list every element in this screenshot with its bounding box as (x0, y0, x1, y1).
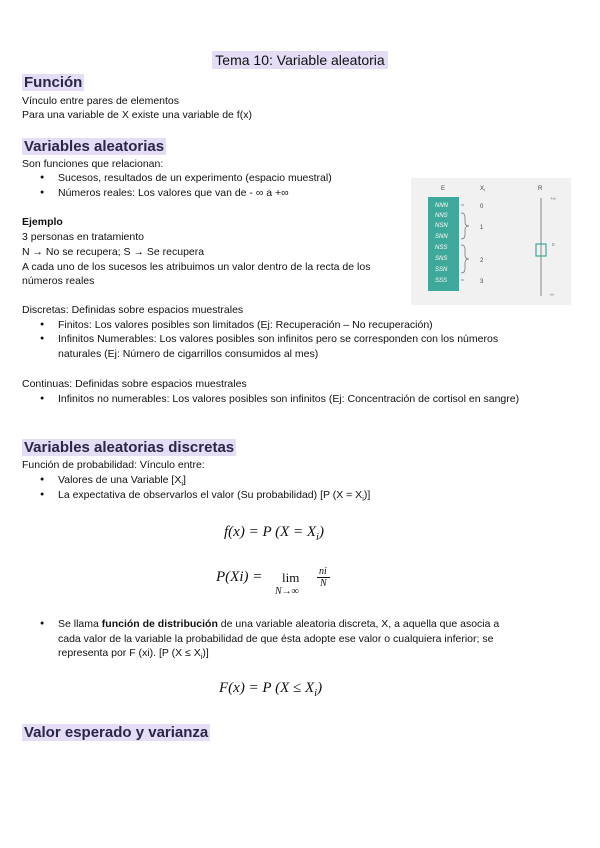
outcome-label: SNS (435, 256, 448, 262)
text-line: Son funciones que relacionan: (22, 158, 164, 170)
formula-limit-lim: lim (282, 570, 300, 585)
list-item: ● Infinitos no numerables: Los valores posibles son infinitos (Ej: Concentración de cortisol en sangre) (58, 392, 528, 407)
outcome-label: NNN (435, 203, 448, 209)
outcome-label: SSN (435, 267, 448, 273)
list-item: ● Números reales: Los valores que van de - ∞ a +∞ (58, 186, 528, 201)
section-heading-variables-aleatorias: Variables aleatorias (24, 138, 165, 155)
formula-distribution-function: F(x) = P $(X \le X_i)$ (219, 680, 323, 699)
value-label: 3 (480, 279, 484, 285)
text-line: números reales (22, 275, 95, 287)
list-item: ● Sucesos, resultados de un experimento (espacio muestral) (58, 171, 528, 186)
outcome-label: SNN (435, 234, 448, 240)
section-heading-valor-esperado: Valor esperado y varianza (24, 724, 209, 741)
sample-space-diagram (411, 178, 571, 305)
text-line: N → No se recupera; S → Se recupera (22, 246, 205, 258)
text-line: 3 personas en tratamiento (22, 231, 144, 243)
outcome-label: NNS (435, 213, 448, 219)
real-line-mark-label: 0 (552, 242, 555, 247)
text-line: Continuas: Definidas sobre espacios muestrales (22, 378, 247, 390)
formula-limit-numerator: ni (319, 566, 327, 577)
diagram-col-x: $X_i$ (480, 186, 485, 193)
real-line-top-label: +∞ (550, 196, 556, 201)
list-item: ● Valores de una Variable $[X_i]$ (58, 473, 528, 492)
text-line: A cada uno de los sucesos les atribuimos un valor dentro de la recta de los (22, 261, 371, 273)
text-line: Para una variable de X existe una variable de f(x) (22, 109, 252, 121)
real-line-bottom-label: -∞ (549, 292, 554, 297)
value-label: 1 (480, 225, 484, 231)
outcome-column (428, 197, 459, 291)
value-label: 2 (480, 258, 484, 264)
page-title: Tema 10: Variable aleatoria (0, 52, 600, 68)
formula-limit-under: N→∞ (275, 586, 299, 597)
section-heading-variables-discretas: Variables aleatorias discretas (24, 439, 235, 456)
outcome-label: SSS (435, 278, 448, 284)
outcome-label: NSN (435, 223, 448, 229)
ejemplo-label: Ejemplo (22, 216, 63, 228)
text-line: Discretas: Definidas sobre espacios muestrales (22, 304, 244, 316)
formula-limit-denominator: N (320, 578, 327, 589)
formula-limit-left: P(Xi) = (216, 569, 263, 585)
text-line: Vínculo entre pares de elementos (22, 95, 180, 107)
section-heading-funcion: Función (24, 74, 83, 91)
outcome-label: NSS (435, 245, 448, 251)
list-item: ● La expectativa de observarlos el valor (Su probabilidad) [P $(X = X_i)$] (58, 488, 528, 507)
text-line: Función de probabilidad: Vínculo entre: (22, 459, 205, 471)
list-item: ● Finitos: Los valores posibles son limitados (Ej: Recuperación – No recuperación) (58, 318, 528, 333)
diagram-col-r: R (538, 186, 543, 192)
formula-probability-function: f(x) = P $(X = X_i)$ (224, 524, 324, 543)
diagram-col-e: E (441, 186, 446, 192)
list-item-distribution: ● Se llama función de distribución de una variable aleatoria discreta, X, a aquella que asocia a cada valor de la variable la probabilidad de que ésta adopte ese valor o cualquiera inferior; se representa por F (xi). [P $(X \le X_i)$] (58, 617, 528, 665)
list-item: ● Infinitos Numerables: Los valores posibles son infinitos pero se corresponden con los números naturales (Ej: Número de cigarrillos consumidos al mes) (58, 332, 528, 361)
value-label: 0 (480, 204, 484, 210)
